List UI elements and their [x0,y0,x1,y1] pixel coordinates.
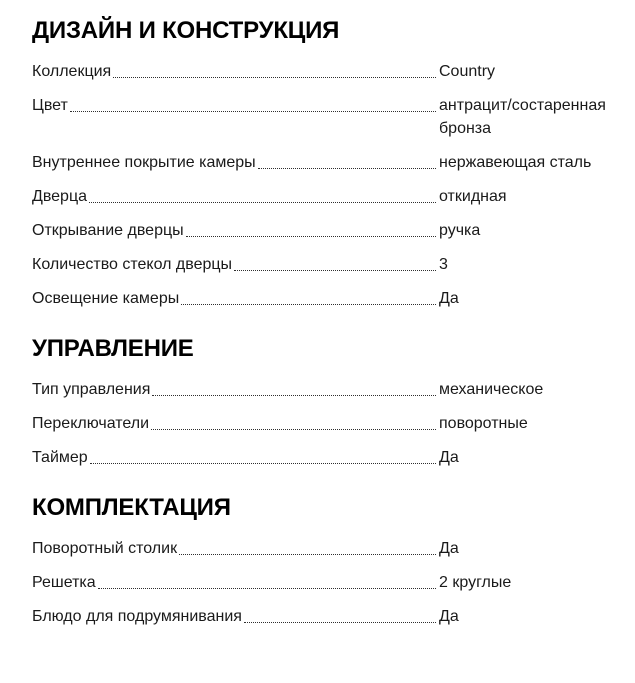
spec-row-door [32,185,617,208]
spec-row-collection [32,60,617,83]
dotted-leader [113,77,436,78]
spec-value: Да [439,290,459,307]
dotted-leader [244,622,436,623]
spec-row-inner-coating [32,151,617,174]
section-design-construction [32,16,617,310]
spec-row-timer [32,446,617,469]
spec-row-switches [32,412,617,435]
spec-label: Внутреннее покрытие камеры [32,154,256,171]
section-package [32,493,617,628]
spec-label: Таймер [32,449,88,466]
spec-value: механическое [439,381,544,398]
spec-row-turntable [32,537,617,560]
spec-row-crisp-plate [32,605,617,628]
spec-label: Коллекция [32,63,112,80]
spec-value: откидная [439,188,507,205]
spec-value: Да [439,540,459,557]
spec-value: поворотные [439,415,528,432]
dotted-leader [179,554,436,555]
spec-value: Да [439,608,459,625]
dotted-leader [186,236,436,237]
dotted-leader [90,463,436,464]
dotted-leader [89,202,436,203]
section-title: КОМПЛЕКТАЦИЯ [32,494,231,521]
spec-label: Тип управления [32,381,151,398]
spec-value: антрацит/состаренная бронза [439,97,606,137]
spec-label: Количество стекол дверцы [32,256,233,273]
dotted-leader [181,304,436,305]
spec-label: Цвет [32,97,68,114]
section-control [32,334,617,469]
spec-value: нержавеющая сталь [439,154,592,171]
spec-row-cavity-light [32,287,617,310]
spec-row-control-type [32,378,617,401]
dotted-leader [151,429,436,430]
spec-row-grill-rack [32,571,617,594]
spec-label: Блюдо для подрумянивания [32,608,242,625]
section-title: УПРАВЛЕНИЕ [32,335,194,362]
dotted-leader [234,270,436,271]
dotted-leader [70,111,436,112]
spec-label: Поворотный столик [32,540,178,557]
spec-row-door-opening [32,219,617,242]
spec-value: 2 круглые [439,574,512,591]
spec-row-color [32,94,617,140]
spec-value: Country [439,63,496,80]
section-title: ДИЗАЙН И КОНСТРУКЦИЯ [32,17,340,44]
spec-value: 3 [439,256,448,273]
dotted-leader [98,588,436,589]
spec-value: Да [439,449,459,466]
spec-label: Решетка [32,574,96,591]
dotted-leader [152,395,436,396]
spec-value: ручка [439,222,481,239]
spec-label: Освещение камеры [32,290,180,307]
spec-label: Открывание дверцы [32,222,184,239]
dotted-leader [258,168,436,169]
spec-label: Переключатели [32,415,150,432]
spec-row-door-glass-count [32,253,617,276]
spec-label: Дверца [32,188,88,205]
